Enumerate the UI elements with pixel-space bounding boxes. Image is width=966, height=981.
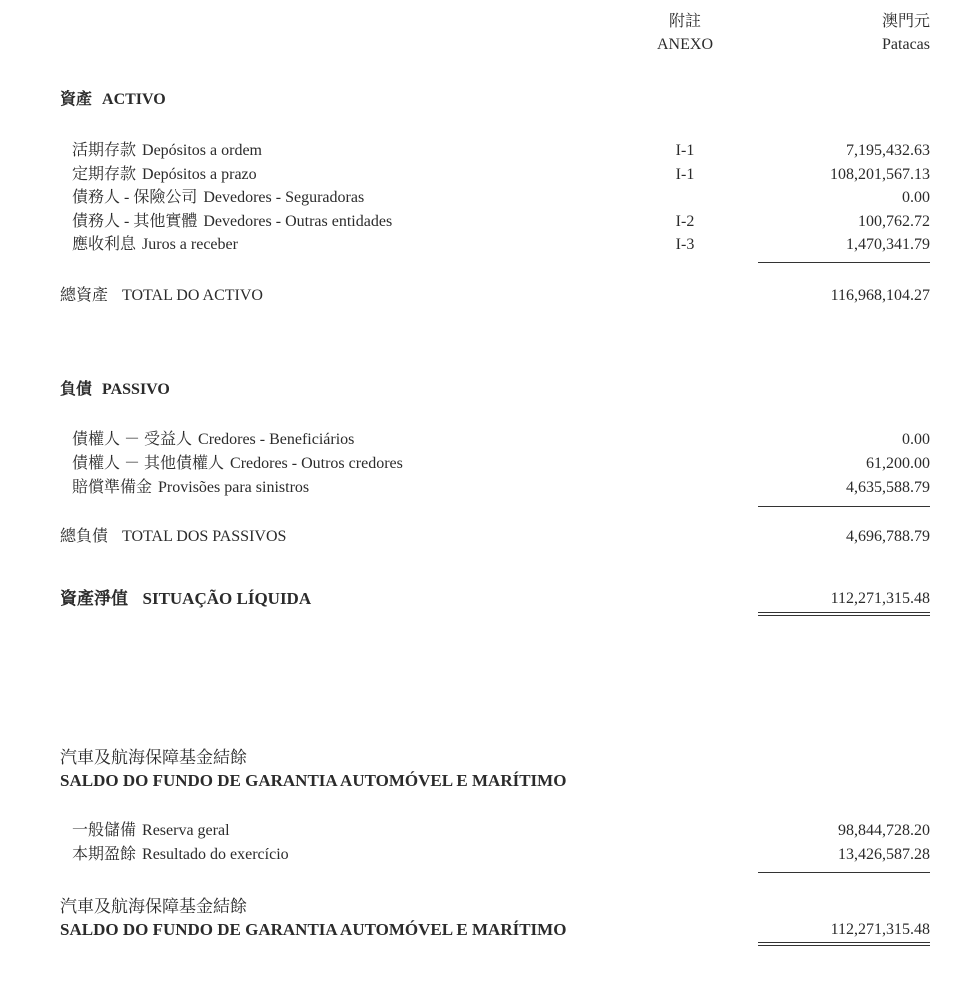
- currency-header-pt: Patacas: [882, 36, 930, 53]
- label-zh: 債務人 - 保險公司: [72, 189, 198, 206]
- label-pt: Devedores - Seguradoras: [203, 189, 365, 206]
- section-activo-title: [60, 90, 166, 110]
- subtotal-rule: [758, 872, 930, 873]
- label-zh: 總資產: [60, 287, 109, 304]
- total-passivo-label: [60, 527, 286, 547]
- line-item-annex: I-3: [675, 236, 695, 253]
- section-passivo-title: [60, 380, 170, 400]
- fundo-total-pt: SALDO DO FUNDO DE GARANTIA AUTOMÓVEL E MARÍTIMO: [60, 920, 567, 939]
- annex-header-pt: ANEXO: [657, 36, 713, 53]
- label-zh: 應收利息: [72, 236, 137, 253]
- fundo-title-zh: 汽車及航海保障基金結餘: [60, 748, 247, 767]
- line-item-label: [72, 188, 364, 208]
- line-item-label: [72, 212, 392, 232]
- line-item-amount: 61,200.00: [866, 455, 930, 472]
- line-item-amount: 13,426,587.28: [838, 846, 930, 863]
- line-item-label: [72, 430, 354, 450]
- fundo-total-zh: 汽車及航海保障基金結餘: [60, 897, 247, 916]
- situacao-label: [60, 589, 311, 609]
- subtotal-rule: [758, 262, 930, 263]
- line-item-label: [72, 165, 257, 185]
- label-zh: 債務人 - 其他實體: [72, 212, 198, 230]
- title-pt: ACTIVO: [102, 91, 166, 108]
- label-pt: Reserva geral: [142, 822, 230, 839]
- total-activo-amount: 116,968,104.27: [830, 287, 930, 304]
- line-item-label: [72, 235, 238, 255]
- annex-header-zh: 附註: [668, 13, 701, 30]
- label-pt: Depósitos a prazo: [142, 165, 257, 183]
- title-zh: 負債: [60, 381, 93, 398]
- line-item-amount: 98,844,728.20: [838, 822, 930, 839]
- fundo-title-pt: SALDO DO FUNDO DE GARANTIA AUTOMÓVEL E MARÍTIMO: [60, 771, 567, 790]
- label-zh: 一般儲備: [72, 822, 137, 839]
- label-pt: Devedores - Outras entidades: [203, 212, 393, 230]
- label-zh: 總負債: [60, 528, 109, 545]
- subtotal-rule: [758, 506, 930, 507]
- label-zh: 本期盈餘: [72, 846, 137, 863]
- label-pt: Juros a receber: [142, 236, 238, 253]
- label-pt: Resultado do exercício: [142, 846, 289, 863]
- line-item-amount: 108,201,567.13: [830, 165, 930, 183]
- line-item-amount: 0.00: [902, 189, 930, 206]
- label-pt: Credores - Outros credores: [230, 455, 403, 472]
- line-item-amount: 1,470,341.79: [846, 236, 930, 253]
- line-item-label: [72, 141, 262, 161]
- line-item-amount: 7,195,432.63: [846, 142, 930, 159]
- label-zh: 賠償準備金: [72, 479, 153, 496]
- line-item-annex: I-2: [675, 212, 695, 230]
- title-zh: 資產: [60, 91, 93, 108]
- label-zh: 債權人 － 其他債權人: [72, 455, 225, 472]
- line-item-annex: I-1: [675, 165, 695, 183]
- total-activo-label: [60, 286, 263, 306]
- line-item-amount: 100,762.72: [858, 212, 930, 230]
- label-zh: 債權人 － 受益人: [72, 431, 193, 448]
- line-item-label: [72, 478, 309, 498]
- label-pt: TOTAL DO ACTIVO: [122, 287, 263, 304]
- line-item-label: [72, 454, 403, 474]
- total-passivo-amount: 4,696,788.79: [846, 528, 930, 545]
- label-zh: 活期存款: [72, 142, 137, 159]
- line-item-label: [72, 821, 230, 841]
- line-item-annex: I-1: [675, 142, 695, 159]
- fundo-total-amount: 112,271,315.48: [830, 921, 930, 938]
- situacao-amount: 112,271,315.48: [830, 590, 930, 607]
- label-pt: TOTAL DOS PASSIVOS: [122, 528, 287, 545]
- double-rule: [758, 942, 930, 946]
- label-pt: Depósitos a ordem: [142, 142, 262, 159]
- line-item-label: [72, 845, 289, 865]
- line-item-amount: 4,635,588.79: [846, 479, 930, 496]
- title-pt: PASSIVO: [102, 381, 170, 398]
- label-pt: SITUAÇÃO LÍQUIDA: [142, 589, 312, 608]
- double-rule: [758, 612, 930, 616]
- label-pt: Credores - Beneficiários: [198, 431, 355, 448]
- label-zh: 定期存款: [72, 165, 137, 183]
- currency-header-zh: 澳門元: [881, 13, 930, 30]
- line-item-amount: 0.00: [902, 431, 930, 448]
- label-zh: 資產淨值: [60, 589, 128, 608]
- label-pt: Provisões para sinistros: [158, 479, 310, 496]
